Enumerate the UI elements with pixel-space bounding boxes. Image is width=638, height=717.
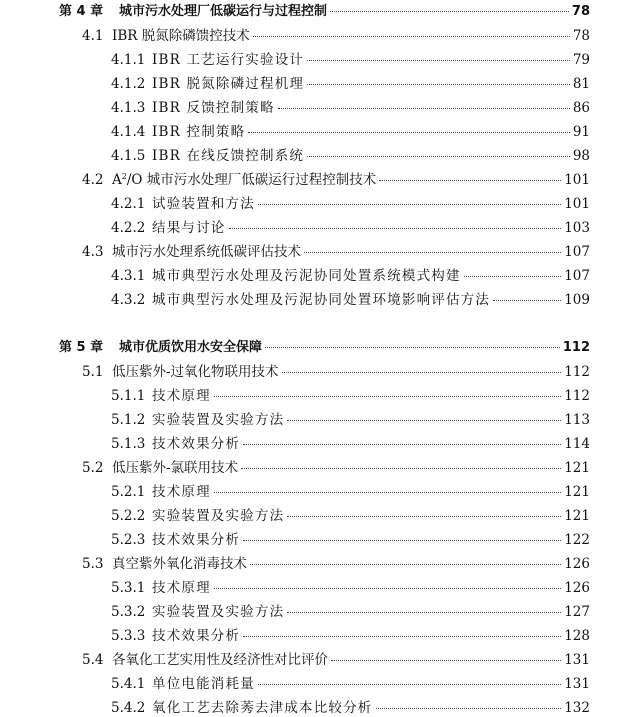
- dot-leader: [464, 276, 562, 277]
- dot-leader: [304, 252, 561, 253]
- section-number: 5.4: [82, 652, 104, 668]
- page-number: 114: [564, 436, 590, 452]
- toc-subsection-entry[interactable]: [111, 699, 590, 717]
- section-title: 真空紫外氧化消毒技术: [112, 556, 247, 572]
- subsection-title: 试验装置和方法: [152, 196, 255, 212]
- dot-leader: [243, 540, 561, 541]
- subsection-number: 5.1.2: [111, 412, 146, 428]
- subsection-title: 实验装置及实验方法: [152, 604, 285, 620]
- subsection-title: 城市典型污水处理及污泥协同处置环境影响评估方法: [152, 292, 491, 308]
- page-number: 107: [564, 244, 590, 260]
- section-title: [112, 171, 376, 189]
- subsection-number: 5.3.3: [111, 628, 146, 644]
- page-number: 122: [564, 532, 590, 548]
- dot-leader: [229, 228, 562, 229]
- dot-leader: [379, 180, 561, 181]
- chapter-title: 城市优质饮用水安全保障: [119, 340, 263, 355]
- page-number: 131: [564, 652, 590, 668]
- toc-subsection-entry[interactable]: [111, 675, 590, 693]
- dot-leader: [243, 444, 561, 445]
- toc-section-entry[interactable]: [82, 171, 590, 189]
- subsection-title: 结果与讨论: [152, 220, 226, 236]
- subsection-number: 4.1.1: [111, 52, 146, 68]
- dot-leader: [214, 396, 561, 397]
- section-title-rest: /O 城市污水处理厂低碳运行过程控制技术: [126, 172, 377, 188]
- toc-subsection-entry[interactable]: [111, 123, 590, 141]
- toc-subsection-entry[interactable]: [111, 603, 590, 621]
- dot-leader: [258, 204, 561, 205]
- toc-section-entry[interactable]: [82, 27, 590, 45]
- subsection-number: 5.3.2: [111, 604, 146, 620]
- toc-section-entry[interactable]: [82, 651, 590, 669]
- subsection-title: IBR 控制策略: [152, 124, 246, 140]
- toc-section-entry[interactable]: [82, 555, 590, 573]
- section-title-prefix: A: [112, 172, 122, 188]
- dot-leader: [243, 636, 561, 637]
- subsection-title: 技术效果分析: [152, 532, 241, 548]
- dot-leader: [278, 108, 570, 109]
- subsection-title: 技术原理: [152, 388, 211, 404]
- section-title-superscript: 2: [121, 172, 127, 181]
- section-number: 5.3: [82, 556, 104, 572]
- page-number: 112: [562, 340, 590, 355]
- page-number: 109: [564, 292, 590, 308]
- subsection-number: 4.3.1: [111, 268, 146, 284]
- section-number: 4.3: [82, 244, 104, 260]
- section-title: 低压紫外-过氧化物联用技术: [112, 364, 279, 380]
- dot-leader: [287, 612, 561, 613]
- page-number: 112: [564, 364, 590, 380]
- toc-chapter-entry[interactable]: [59, 339, 590, 357]
- toc-subsection-entry[interactable]: [111, 435, 590, 453]
- page-number: 91: [572, 124, 590, 140]
- subsection-number: 4.2.2: [111, 220, 146, 236]
- dot-leader: [250, 564, 561, 565]
- dot-leader: [307, 156, 570, 157]
- dot-leader: [258, 684, 561, 685]
- subsection-number: 4.1.4: [111, 124, 146, 140]
- subsection-number: 5.2.3: [111, 532, 146, 548]
- page-number: 121: [564, 508, 590, 524]
- toc-subsection-entry[interactable]: [111, 627, 590, 645]
- subsection-number: 4.2.1: [111, 196, 146, 212]
- toc-subsection-entry[interactable]: [111, 51, 590, 69]
- section-number: 4.1: [82, 28, 104, 44]
- subsection-title: IBR 脱氮除磷过程机理: [152, 76, 305, 92]
- subsection-number: 5.2.2: [111, 508, 146, 524]
- toc-subsection-entry[interactable]: [111, 411, 590, 429]
- page-number: 78: [572, 28, 590, 44]
- subsection-number: 5.2.1: [111, 484, 146, 500]
- dot-leader: [330, 11, 569, 12]
- page-number: 126: [564, 580, 590, 596]
- dot-leader: [287, 516, 561, 517]
- dot-leader: [307, 84, 570, 85]
- subsection-number: 5.3.1: [111, 580, 146, 596]
- toc-subsection-entry[interactable]: [111, 195, 590, 213]
- toc-subsection-entry[interactable]: [111, 507, 590, 525]
- dot-leader: [265, 347, 560, 348]
- page-number: 112: [564, 388, 590, 404]
- subsection-title: 技术效果分析: [152, 628, 241, 644]
- subsection-number: 5.1.3: [111, 436, 146, 452]
- subsection-number: 5.4.1: [111, 676, 146, 692]
- subsection-title: 实验装置及实验方法: [152, 508, 285, 524]
- dot-leader: [241, 468, 561, 469]
- subsection-title: 技术原理: [152, 484, 211, 500]
- subsection-number: 4.3.2: [111, 292, 146, 308]
- dot-leader: [287, 420, 561, 421]
- toc-subsection-entry[interactable]: [111, 75, 590, 93]
- subsection-number: 4.1.2: [111, 76, 146, 92]
- subsection-title: 单位电能消耗量: [152, 676, 255, 692]
- page-number: 126: [564, 556, 590, 572]
- toc-chapter-entry[interactable]: [59, 3, 590, 21]
- subsection-number: 5.4.2: [111, 700, 146, 716]
- page-number: 79: [572, 52, 590, 68]
- chapter-title: 城市污水处理厂低碳运行与过程控制: [119, 4, 328, 19]
- subsection-title: 技术效果分析: [152, 436, 241, 452]
- dot-leader: [493, 300, 561, 301]
- subsection-title: IBR 在线反馈控制系统: [152, 148, 305, 164]
- toc-subsection-entry[interactable]: [111, 483, 590, 501]
- toc-subsection-entry[interactable]: [111, 579, 590, 597]
- toc-section-entry[interactable]: [82, 459, 590, 477]
- toc-subsection-entry[interactable]: [111, 531, 590, 549]
- subsection-title: 城市典型污水处理及污泥协同处置系统模式构建: [152, 268, 461, 284]
- dot-leader: [214, 492, 561, 493]
- section-number: 4.2: [82, 172, 104, 188]
- toc-subsection-entry[interactable]: [111, 291, 590, 309]
- page-number: 98: [572, 148, 590, 164]
- page-number: 101: [564, 172, 590, 188]
- chapter-number: 第 5 章: [59, 340, 104, 355]
- subsection-number: 4.1.5: [111, 148, 146, 164]
- section-title: IBR 脱氮除磷馈控技术: [112, 28, 250, 44]
- dot-leader: [331, 660, 561, 661]
- chapter-number: 第 4 章: [59, 4, 104, 19]
- page-number: 121: [564, 460, 590, 476]
- page-number: 86: [572, 100, 590, 116]
- page-number: 78: [571, 4, 590, 19]
- page-number: 131: [564, 676, 590, 692]
- toc-subsection-entry[interactable]: [111, 99, 590, 117]
- toc-section-entry[interactable]: [82, 243, 590, 261]
- toc-section-entry[interactable]: [82, 363, 590, 381]
- section-title: 城市污水处理系统低碳评估技术: [112, 244, 301, 260]
- page-number: 81: [572, 76, 590, 92]
- subsection-title: 技术原理: [152, 580, 211, 596]
- section-title: 低压紫外-氯联用技术: [112, 460, 239, 476]
- page-number: 132: [564, 700, 590, 716]
- dot-leader: [376, 708, 562, 709]
- toc-subsection-entry[interactable]: [111, 387, 590, 405]
- page-number: 107: [564, 268, 590, 284]
- dot-leader: [214, 588, 561, 589]
- section-number: 5.1: [82, 364, 104, 380]
- page-number: 121: [564, 484, 590, 500]
- page-number: 128: [564, 628, 590, 644]
- dot-leader: [307, 60, 570, 61]
- dot-leader: [248, 132, 570, 133]
- subsection-title: 实验装置及实验方法: [152, 412, 285, 428]
- dot-leader: [282, 372, 562, 373]
- subsection-number: 4.1.3: [111, 100, 146, 116]
- page-number: 113: [564, 412, 590, 428]
- toc-subsection-entry[interactable]: [111, 219, 590, 237]
- subsection-title: IBR 反馈控制策略: [152, 100, 275, 116]
- toc-subsection-entry[interactable]: [111, 267, 590, 285]
- page-number: 101: [564, 196, 590, 212]
- section-number: 5.2: [82, 460, 104, 476]
- page-number: 127: [564, 604, 590, 620]
- subsection-title: IBR 工艺运行实验设计: [152, 52, 305, 68]
- page-number: 103: [564, 220, 590, 236]
- subsection-title: 氧化工艺去除莠去津成本比较分析: [152, 700, 373, 716]
- subsection-number: 5.1.1: [111, 388, 146, 404]
- section-title: 各氧化工艺实用性及经济性对比评价: [112, 652, 328, 668]
- dot-leader: [253, 36, 570, 37]
- toc-subsection-entry[interactable]: [111, 147, 590, 165]
